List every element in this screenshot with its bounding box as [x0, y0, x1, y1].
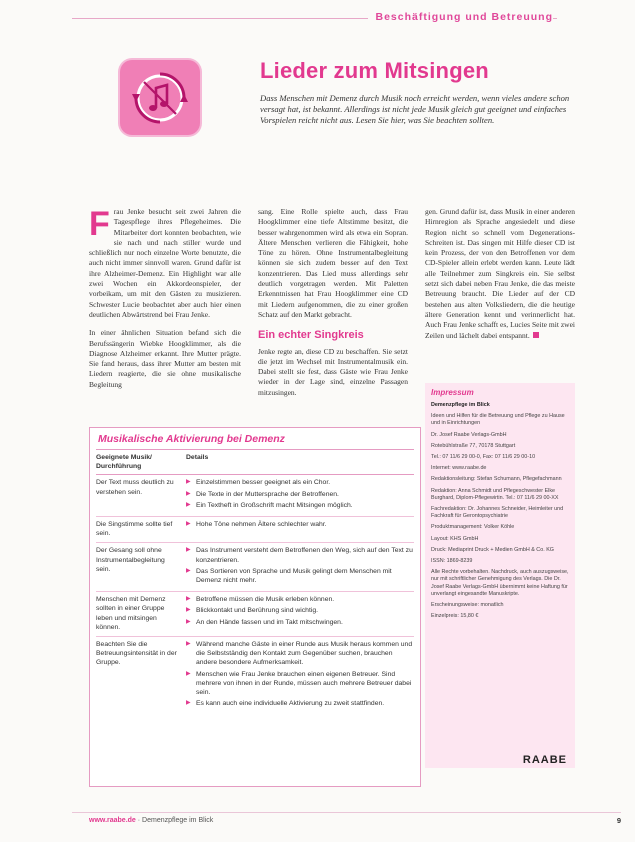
table-row: [96, 637, 414, 714]
triangle-bullet-icon: ▶: [186, 641, 191, 648]
row-details: [186, 640, 414, 710]
footer-separator: ·: [135, 817, 143, 824]
article-lead: Dass Menschen mit Demenz durch Musik noch erreicht werden, wenn vieles andere schon versagt hat, ist bekannt. Allerdings ist nicht jede Musik gleich gut geeignet und einfaches Vorspielen reicht nicht aus. Lesen Sie hier, was Sie beachten sollten.: [260, 93, 570, 126]
detail-text: Ein Textheft in Großschrift macht Mitsingen möglich.: [196, 501, 353, 509]
impressum-line: ISSN: 1869-8239: [431, 558, 473, 565]
subheading: Ein echter Singkreis: [258, 329, 364, 342]
triangle-bullet-icon: ▶: [186, 607, 191, 614]
impressum-line: Internet: www.raabe.de: [431, 465, 487, 472]
detail-text: Das Instrument versteht dem Betroffenen den Weg, sich auf den Text zu konzentrieren.: [196, 547, 413, 564]
impressum-box: [425, 383, 575, 768]
detail-text: Die Texte in der Muttersprache der Betroffenen.: [196, 490, 339, 498]
detail-text: Blickkontakt und Berührung sind wichtig.: [196, 607, 319, 615]
drop-cap: F: [89, 205, 110, 243]
table-row: [96, 517, 414, 543]
body-column-1: [89, 207, 241, 398]
table-row: [96, 592, 414, 637]
paragraph-text: rau Jenke besucht seit zwei Jahren die Tagespflege ihres Pflegeheimes. Die Mitarbeiter dort konnten beobachten, wie sie nach und nach stiller wurde und schließlich nur noch einzelne Worte benutzte, die auch nicht immer sinnvoll waren. Grund dafür ist ihre Alzheimer-Demenz. Ein Highlight war alle zwei Wochen ein Akkordeonspieler, der vorbeikam, um mit den Gästen zu musizieren. Schwester Lucie beobachtet aber auch hier einen deutlichen Abwärtstrend bei Frau Jenke.: [89, 207, 241, 319]
impressum-line: Alle Rechte vorbehalten. Nachdruck, auch auszugsweise, nur mit schriftlicher Genehmigung des Verlags. Die Dr. Josef Raabe Verlags-GmbH übernimmt keine Haftung für unverlangt eingesandte Manuskripte.: [431, 569, 569, 597]
paragraph: [89, 207, 241, 320]
triangle-bullet-icon: ▶: [186, 596, 191, 603]
triangle-bullet-icon: ▶: [186, 501, 191, 508]
detail-item: [186, 595, 414, 604]
triangle-bullet-icon: ▶: [186, 567, 191, 574]
body-column-3: [425, 207, 575, 349]
detail-item: [186, 501, 414, 510]
end-mark-icon: [533, 332, 539, 338]
triangle-bullet-icon: ▶: [186, 521, 191, 528]
detail-text: Menschen wie Frau Jenke brauchen einen eigenen Betreuer. Sind mehrere von ihnen in der Runde, müssen auch mehrere Betreuer dabei sein.: [196, 670, 412, 697]
row-details: [186, 595, 414, 632]
triangle-bullet-icon: ▶: [186, 670, 191, 677]
detail-text: Während manche Gäste in einer Runde aus Musik heraus kommen und die Selbstständig den Kontakt zum Gegenüber suchen, brauchen andere besondere Aufmerksamkeit.: [196, 641, 413, 667]
triangle-bullet-icon: ▶: [186, 490, 191, 497]
impressum-line: Rotebühlstraße 77, 70178 Stuttgart: [431, 442, 516, 449]
impressum-line: Fachredaktion: Dr. Johannes Schneider, Heimleiter und Fachkraft für Gerontopsychiatrie: [431, 506, 564, 520]
impressum-publication: Demenzpflege im Blick: [431, 402, 490, 408]
detail-item: [186, 546, 414, 564]
detail-item: [186, 670, 414, 698]
body-column-2: [258, 207, 408, 406]
row-label: Der Gesang soll ohne Instrumentalbegleitung sein.: [96, 547, 165, 573]
detail-item: [186, 490, 414, 499]
row-label: Der Text muss deutlich zu verstehen sein.: [96, 479, 174, 496]
row-details: [186, 478, 414, 512]
detail-item: [186, 567, 414, 585]
triangle-bullet-icon: ▶: [186, 479, 191, 486]
activation-table: [96, 449, 414, 714]
paragraph-text: gen. Grund dafür ist, dass Musik in einer anderen Hirnregion als Sprache angesiedelt und diese Region nicht so schnell vom Degenerations-Schreiten ist. Das singen mit Hilfe dieser CD ist kein Prozess, der von den Betroffenen vor dem CD-Spieler allein erlebt werden kann. Leute lädt alle Teilnehmer zum Singkreis ein. Sie selbst setzt sich dabei neben Frau Jenke, die das meiste Betreuung braucht. Die Lieder auf der CD bestehen aus alten Volksliedern, die die heutige ältere Generation kennt und verinnerlicht hat. Auch Frau Jenke schafft es, Lucies Seite mit zwei Zeilen und lächelt dabei entspannt.: [425, 207, 575, 340]
row-label: Beachten Sie die Betreuungsintensität in der Gruppe.: [96, 641, 177, 667]
detail-text: Einzelstimmen besser geeignet als ein Chor.: [196, 479, 331, 487]
section-header: [0, 10, 635, 26]
impressum-line: Redaktion: Anna Schmidt und Pflegeschwester Elke Burghard, Diplom-Pflegewirtin. Tel.: 07 11/6 29 00-XX: [431, 487, 559, 501]
table-header: [96, 449, 414, 475]
detail-item: [186, 478, 414, 487]
paragraph: [425, 207, 575, 341]
triangle-bullet-icon: ▶: [186, 700, 191, 707]
triangle-bullet-icon: ▶: [186, 547, 191, 554]
footer-publication: Demenzpflege im Blick: [142, 817, 214, 824]
page-footer: [89, 817, 213, 824]
footer-rule: [72, 812, 621, 813]
article-title: Lieder zum Mitsingen: [260, 58, 489, 83]
row-details: [186, 520, 414, 538]
detail-item: [186, 618, 414, 627]
impressum-line: Ideen und Hilfen für die Betreuung und Pflege zu Hause und in Einrichtungen: [431, 413, 565, 427]
activation-info-box: [89, 427, 421, 787]
music-note-in-circular-arrows-icon: [130, 68, 190, 128]
article-logo: [120, 60, 200, 135]
detail-item: [186, 640, 414, 668]
paragraph: sang. Eine Rolle spielte auch, dass Frau Hoogklimmer eine tiefe Altstimme besitzt, die besser wahrgenommen wird als etwa ein Sopran. Ältere Menschen verlieren die Fähigkeit, hohe Töne zu hören. Ohne Instrumentalbegleitung können sie sich zudem besser auf den Text konzentrieren. Das Lied muss allerdings sehr deutlich vorgetragen werden. Mit Paletten Erkenntnissen hat Frau Hoogklimmer eine CD mit Liedern aufgenommen, die zu einer großen Schatz auf den Markt gebracht.: [258, 207, 408, 319]
column-header: Details: [186, 454, 209, 461]
detail-text: Das Sortieren von Sprache und Musik gelingt dem Menschen mit Demenz nicht mehr.: [196, 567, 392, 585]
detail-text: An den Hände fassen und im Takt mitschwingen.: [196, 618, 343, 626]
table-row: [96, 543, 414, 592]
detail-text: Es kann auch eine individuelle Aktivierung zu zweit stattfinden.: [196, 700, 385, 708]
triangle-bullet-icon: ▶: [186, 618, 191, 625]
publisher-logo: RAABE: [522, 753, 567, 766]
column-header: Geeignete Musik/ Durchführung: [96, 454, 152, 471]
detail-item: [186, 520, 414, 529]
table-row: [96, 475, 414, 517]
detail-item: [186, 699, 414, 708]
impressum-line: Produktmanagement: Volker Köhle: [431, 524, 515, 531]
row-label: Menschen mit Demenz sollten in einer Gruppe leben und mitsingen können.: [96, 596, 166, 631]
impressum-line: Tel.: 07 11/6 29 00-0, Fax: 07 11/6 29 00-10: [431, 454, 536, 461]
impressum-line: Einzelpreis: 15,80 €: [431, 613, 479, 620]
page-number: 9: [616, 816, 621, 825]
box-title: Musikalische Aktivierung bei Demenz: [98, 433, 285, 445]
footer-website-link[interactable]: www.raabe.de: [89, 817, 136, 824]
impressum-line: Erscheinungsweise: monatlich: [431, 602, 504, 609]
impressum-line: Layout: KHS GmbH: [431, 535, 479, 542]
row-details: [186, 546, 414, 587]
paragraph: In einer ähnlichen Situation befand sich die Berufssängerin Wiebke Hoogklimmer, als die Diagnose Alzheimer erkannt. Ihre Mutter prägte. Sie fand heraus, dass ihrer Mutter am besten mit Liedern reagierte, die sie ohne musikalische Begleitung: [89, 328, 241, 389]
impressum-body: [431, 402, 571, 624]
paragraph: Jenke regte an, diese CD zu beschaffen. Sie setzt die jetzt im Wechsel mit Instrumentalmusik ein. Dabei stellt sie fest, dass Gäste wie Frau Jenke wieder in der Lage sind, einzelne Passagen mitzusingen.: [258, 346, 408, 397]
detail-text: Betroffene müssen die Musik erleben können.: [196, 596, 335, 604]
detail-text: Hohe Töne nehmen Ältere schlechter wahr.: [196, 521, 327, 529]
impressum-line: Redaktionsleitung: Stefan Schumann, Pflegefachmann: [431, 476, 562, 483]
impressum-line: Druck: Mediaprint Druck + Medien GmbH & Co. KG: [431, 546, 554, 553]
impressum-line: Dr. Josef Raabe Verlags-GmbH: [431, 431, 507, 438]
row-label: Die Singstimme sollte tief sein.: [96, 521, 173, 538]
detail-item: [186, 606, 414, 615]
impressum-title: Impressum: [431, 388, 474, 397]
section-label: Beschäftigung und Betreuung: [368, 11, 554, 23]
